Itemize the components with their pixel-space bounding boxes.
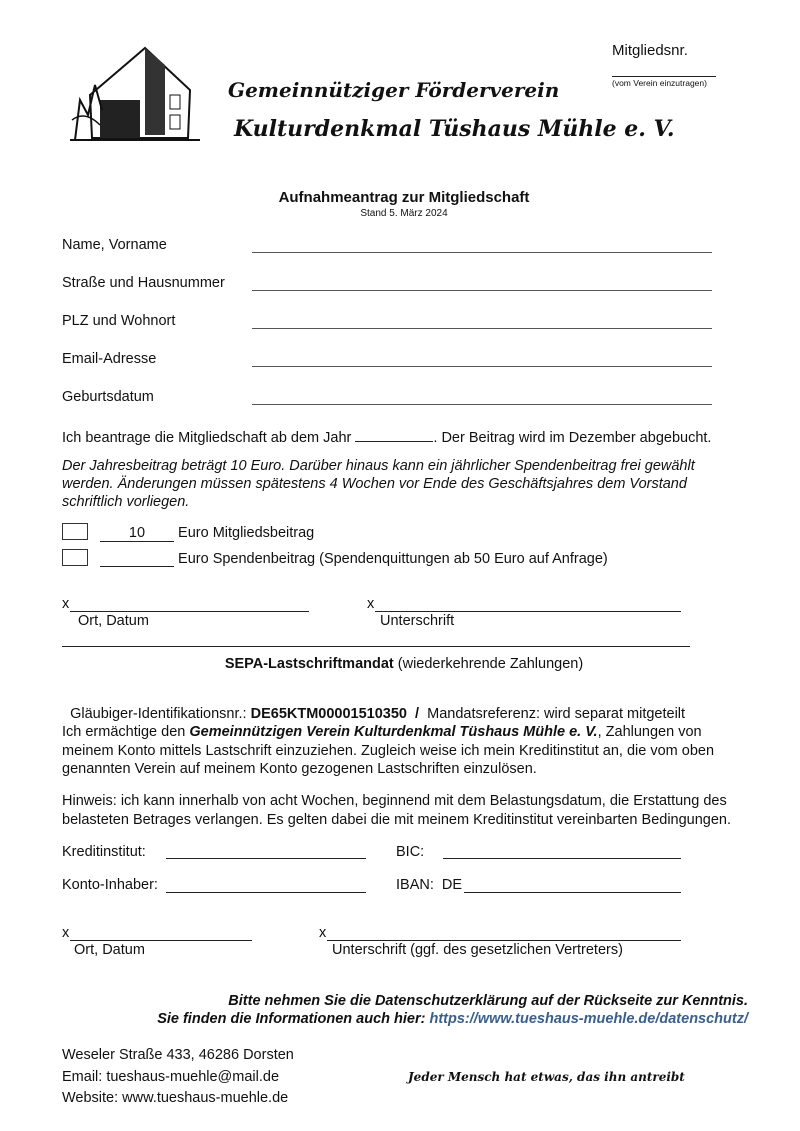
privacy-line1: Bitte nehmen Sie die Datenschutzerklärung auf der Rückseite zur Kenntnis. bbox=[228, 993, 748, 1009]
signature-field[interactable] bbox=[375, 611, 681, 612]
fee-note: Der Jahresbeitrag beträgt 10 Euro. Darüber hinaus kann ein jährlicher Spendenbeitrag frei gewählt werden. Änderungen müssen spätestens 4 Wochen vor Ende des Geschäftsjahres dem Vorstand schriftlich vorliegen. bbox=[62, 458, 695, 510]
creditor-label: Gläubiger-Identifikationsnr.: bbox=[70, 706, 251, 722]
bank-label: Kreditinstitut: bbox=[62, 844, 146, 860]
member-no-note: (vom Verein einzutragen) bbox=[612, 78, 707, 88]
sepa-title-rest: (wiederkehrende Zahlungen) bbox=[393, 656, 584, 672]
apply-prefix: Ich beantrage die Mitgliedschaft ab dem Jahr bbox=[62, 430, 352, 446]
field-name-input[interactable] bbox=[252, 252, 712, 253]
footer-email: Email: tueshaus-muehle@mail.de bbox=[62, 1069, 280, 1085]
org-name-line2: Kulturdenkmal Tüshaus Mühle e. V. bbox=[234, 116, 675, 142]
bank-field[interactable] bbox=[166, 858, 366, 859]
footer-motto: Jeder Mensch hat etwas, das ihn antreibt bbox=[408, 1070, 685, 1084]
creditor-line bbox=[62, 690, 685, 722]
sepa-title bbox=[0, 656, 800, 672]
start-year-field[interactable] bbox=[355, 427, 433, 442]
sepa-place-date-label: Ort, Datum bbox=[74, 942, 145, 958]
sepa-place-date-field[interactable] bbox=[70, 940, 252, 941]
iban-label: IBAN: DE bbox=[396, 877, 463, 893]
fee-checkbox[interactable] bbox=[62, 523, 88, 540]
mill-building-icon bbox=[70, 40, 202, 142]
bic-field[interactable] bbox=[443, 858, 681, 859]
org-name-line1: Gemeinnütziger Förderverein bbox=[228, 78, 560, 102]
sepa-signature-label: Unterschrift (ggf. des gesetzlichen Vertreters) bbox=[332, 942, 623, 958]
mandate-reference: Mandatsreferenz: wird separat mitgeteilt bbox=[419, 706, 686, 722]
sepa-x-mark-signature: x bbox=[319, 925, 327, 941]
refund-hint: Hinweis: ich kann innerhalb von acht Wochen, beginnend mit dem Belastungsdatum, die Erstattung des belasteten Betrages verlangen. Es gelten dabei die mit meinem Kreditinstitut vereinbarten Bedingungen. bbox=[62, 793, 732, 828]
fee-row bbox=[100, 525, 314, 542]
section-divider bbox=[62, 646, 690, 647]
privacy-link[interactable]: https://www.tueshaus-muehle.de/datenschutz/ bbox=[429, 1011, 748, 1027]
sepa-signature-field[interactable] bbox=[327, 940, 681, 941]
x-mark-signature: x bbox=[367, 596, 375, 612]
auth-rest: , Zahlungen von meinem Konto mittels Lastschrift einzuziehen. Zugleich weise ich mein Kreditinstitut an, die vom oben genannten Verein auf meinem Konto gezogenen Lastschriften einzulösen. bbox=[62, 724, 715, 777]
auth-org: Gemeinnützigen Verein Kulturdenkmal Tüshaus Mühle e. V. bbox=[189, 724, 598, 740]
fee-amount[interactable]: 10 bbox=[100, 525, 174, 542]
authorization-text bbox=[62, 723, 752, 779]
donation-label: Euro Spendenbeitrag (Spendenquittungen ab 50 Euro auf Anfrage) bbox=[178, 551, 608, 567]
place-date-field[interactable] bbox=[70, 611, 309, 612]
sepa-x-mark-place: x bbox=[62, 925, 70, 941]
field-label-street: Straße und Hausnummer bbox=[62, 275, 225, 291]
field-label-email: Email-Adresse bbox=[62, 351, 157, 367]
field-street-input[interactable] bbox=[252, 290, 712, 291]
footer-address: Weseler Straße 433, 46286 Dorsten bbox=[62, 1047, 294, 1063]
apply-suffix: . Der Beitrag wird im Dezember abgebucht. bbox=[433, 430, 712, 446]
iban-field[interactable] bbox=[464, 892, 681, 893]
sepa-title-bold: SEPA-Lastschriftmandat bbox=[224, 656, 394, 672]
apply-line bbox=[62, 427, 711, 446]
holder-label: Konto-Inhaber: bbox=[62, 877, 158, 893]
field-city-input[interactable] bbox=[252, 328, 712, 329]
fee-label: Euro Mitgliedsbeitrag bbox=[178, 525, 315, 541]
member-no-field[interactable] bbox=[612, 76, 716, 77]
donation-row bbox=[100, 551, 608, 567]
footer-website: Website: www.tueshaus-muehle.de bbox=[62, 1090, 289, 1106]
place-date-label: Ort, Datum bbox=[78, 613, 149, 629]
creditor-id: DE65KTM00001510350 / bbox=[250, 706, 420, 722]
bic-label: BIC: bbox=[396, 844, 425, 860]
privacy-line2-prefix: Sie finden die Informationen auch hier: bbox=[157, 1011, 430, 1027]
form-date: Stand 5. März 2024 bbox=[360, 208, 448, 219]
auth-prefix: Ich ermächtige den bbox=[62, 724, 190, 740]
signature-label: Unterschrift bbox=[380, 613, 455, 629]
donation-amount-field[interactable] bbox=[100, 551, 174, 567]
privacy-line2 bbox=[157, 1011, 748, 1027]
donation-checkbox[interactable] bbox=[62, 549, 88, 566]
field-birthdate-input[interactable] bbox=[252, 404, 712, 405]
field-label-name: Name, Vorname bbox=[62, 237, 167, 253]
field-label-birthdate: Geburtsdatum bbox=[62, 389, 154, 405]
x-mark-place: x bbox=[62, 596, 70, 612]
mill-logo bbox=[70, 40, 202, 142]
form-title: Aufnahmeantrag zur Mitgliedschaft bbox=[278, 189, 530, 206]
field-label-city: PLZ und Wohnort bbox=[62, 313, 176, 329]
holder-field[interactable] bbox=[166, 892, 366, 893]
member-no-label: Mitgliedsnr. bbox=[612, 42, 688, 59]
field-email-input[interactable] bbox=[252, 366, 712, 367]
